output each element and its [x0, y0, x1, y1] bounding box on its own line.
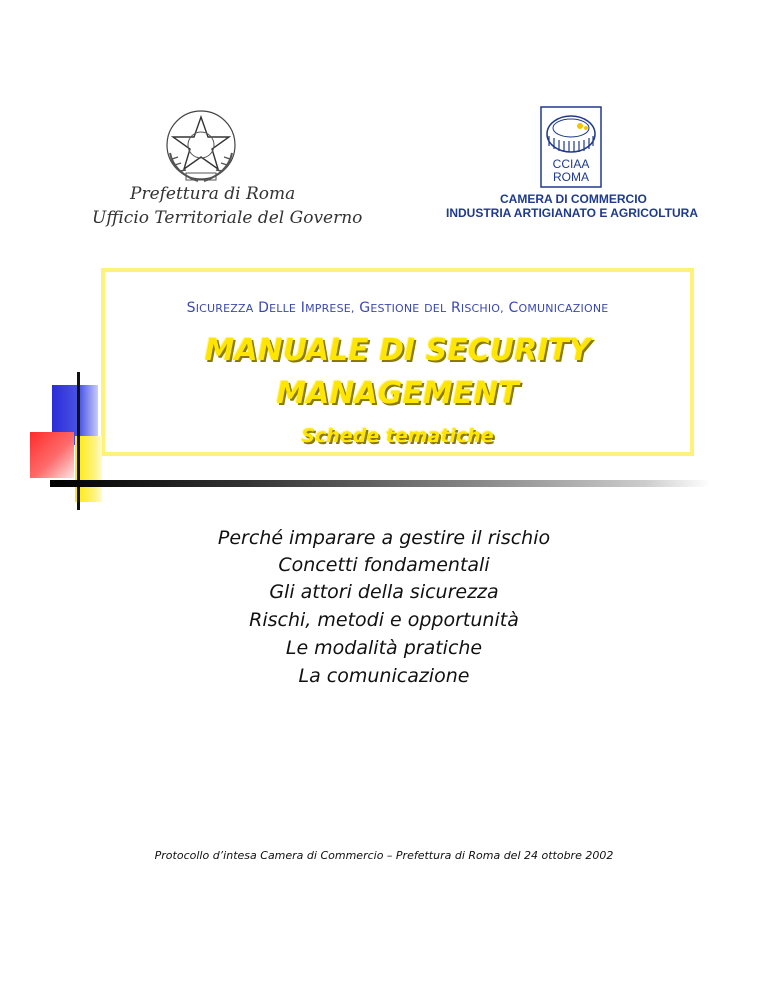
- subtitle-word-initial: S: [186, 300, 196, 316]
- subtitle-word-initial: I: [300, 300, 306, 316]
- topic-item: La comunicazione: [298, 665, 470, 687]
- subtitle-word-rest: DEL: [424, 302, 447, 315]
- subtitle-word-rest: MPRESE,: [305, 302, 355, 315]
- prefettura-name: Prefettura di Roma: [130, 184, 296, 204]
- italian-republic-emblem-icon: [158, 103, 244, 189]
- topic-item: Gli attori della sicurezza: [269, 581, 499, 603]
- decorative-vertical-line: [77, 372, 80, 510]
- decorative-red-square: [30, 432, 74, 478]
- subtitle-word-initial: G: [359, 300, 371, 316]
- topic-item: Le modalità pratiche: [285, 637, 483, 659]
- cciaa-subtitle: INDUSTRIA ARTIGIANATO E AGRICOLTURA: [446, 206, 698, 220]
- document-title-line-1: MANUALE DI SECURITY: [204, 333, 591, 368]
- cciaa-name: CAMERA DI COMMERCIO: [500, 192, 647, 206]
- cciaa-logo-text-2: ROMA: [553, 170, 589, 184]
- prefettura-subtitle: Ufficio Territoriale del Governo: [92, 208, 363, 228]
- document-subtitle: [101, 300, 694, 316]
- subtitle-word: [301, 300, 355, 316]
- document-title-line-3: Schede tematiche: [301, 425, 494, 447]
- document-title-line-2: MANAGEMENT: [276, 376, 519, 411]
- topic-item: Rischi, metodi e opportunità: [249, 609, 519, 631]
- subtitle-word-rest: ELLE: [269, 302, 297, 315]
- subtitle-word-initial: C: [508, 300, 519, 316]
- subtitle-word-rest: ISCHIO,: [460, 302, 504, 315]
- subtitle-word: [451, 300, 504, 316]
- topic-item: Perché imparare a gestire il rischio: [217, 527, 551, 549]
- subtitle-word-rest: ICUREZZA: [195, 302, 254, 315]
- subtitle-word: [509, 300, 609, 316]
- subtitle-word-rest: OMUNICAZIONE: [518, 302, 609, 315]
- subtitle-word: [187, 300, 254, 316]
- topic-item: Concetti fondamentali: [278, 554, 490, 576]
- cciaa-logo-text-1: CCIAA: [552, 157, 590, 171]
- subtitle-word: [258, 300, 296, 316]
- subtitle-word: [424, 300, 446, 316]
- subtitle-word: [359, 300, 419, 316]
- cciaa-colosseum-logo-icon: [540, 106, 602, 188]
- decorative-horizontal-line: [50, 480, 710, 487]
- footer-protocol-note: Protocollo d’intesa Camera di Commercio – Prefettura di Roma del 24 ottobre 2002: [154, 849, 614, 862]
- subtitle-word-rest: ESTIONE: [370, 302, 420, 315]
- subtitle-word-initial: D: [258, 300, 270, 316]
- subtitle-word-initial: R: [450, 300, 461, 316]
